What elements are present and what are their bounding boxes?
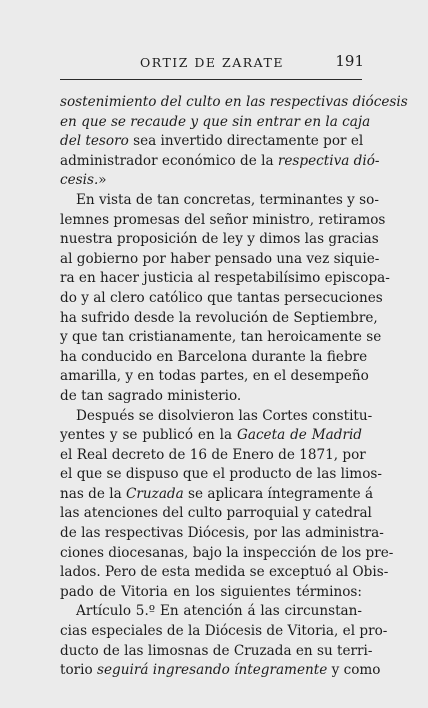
text-line (60, 113, 371, 133)
text-line (60, 230, 379, 250)
text-segment: al gobierno por haber pensado una vez siquie- (60, 250, 380, 267)
text-line (60, 583, 362, 603)
text-segment: yentes y se publicó en la (60, 427, 237, 444)
text-line (60, 328, 382, 348)
italic-text: en que se recaude y que sin entrar en la caja (60, 113, 371, 130)
text-line (60, 485, 374, 505)
text-line (60, 544, 394, 564)
text-segment: ra en hacer justicia al respetabilísimo episcopa- (60, 270, 390, 287)
italic-text: sostenimiento del culto en las respectivas diócesis (60, 94, 408, 110)
text-segment: sea invertido directamente por el (128, 133, 364, 150)
text-line (60, 622, 388, 642)
text-segment: En vista de tan concretas, terminantes y so- (76, 191, 379, 208)
text-segment: y que tan cristianamente, tan heroicamente se (60, 329, 382, 346)
text-line (60, 465, 382, 485)
text-segment: de las respectivas Diócesis, por las administra- (60, 525, 384, 542)
text-line (60, 309, 378, 329)
text-segment: ducto de las limosnas de Cruzada en su terri- (60, 642, 373, 659)
text-line (60, 504, 372, 524)
text-segment: de tan sagrado ministerio. (60, 387, 242, 404)
italic-text: Cruzada (126, 485, 184, 502)
text-line (60, 426, 362, 446)
text-segment: administrador económico de la (60, 152, 278, 169)
text-line (60, 289, 383, 309)
text-line (60, 407, 373, 427)
text-segment: y como (327, 662, 381, 679)
text-segment: » (98, 172, 107, 189)
text-line (60, 602, 362, 622)
text-line (60, 211, 386, 231)
page-number: 191 (335, 52, 364, 70)
text-segment: cias especiales de la Diócesis de Vitoria, el pro- (60, 623, 388, 640)
text-line (60, 132, 362, 152)
text-segment: amarilla, y en todas partes, en el desempeño (60, 368, 369, 385)
text-segment: pado de Vitoria en los siguientes términos: (60, 583, 362, 600)
text-line (60, 446, 366, 466)
text-segment: nuestra proposición de ley y dimos las gracias (60, 231, 379, 248)
text-segment: do y al clero católico que tantas persecuciones (60, 289, 383, 306)
page-header (60, 52, 364, 77)
text-line (60, 563, 389, 583)
text-line (60, 171, 362, 191)
italic-text: del tesoro (60, 133, 129, 150)
text-line (60, 152, 380, 172)
text-line (60, 250, 380, 270)
text-segment: ha sufrido desde la revolución de Septiembre, (60, 309, 378, 326)
text-line (60, 524, 384, 544)
text-line (60, 642, 373, 662)
text-segment: Después se disolvieron las Cortes constitu- (76, 407, 373, 424)
text-line (60, 348, 368, 368)
text-segment: se aplicara íntegramente á (183, 485, 374, 502)
text-segment: nas de la (60, 485, 126, 502)
text-segment: ciones diocesanas, bajo la inspección de los pre- (60, 544, 394, 561)
text-segment: lados. Pero de esta medida se exceptuó al Obis- (60, 564, 389, 581)
italic-text: respectiva dió- (277, 152, 380, 169)
text-line (60, 269, 390, 289)
italic-text: Gaceta de Madrid (236, 427, 362, 444)
text-line (60, 367, 369, 387)
body-text (60, 93, 408, 681)
text-segment: el que se dispuso que el producto de las limos- (60, 466, 382, 483)
text-segment: torio (60, 662, 97, 679)
text-segment: ha conducido en Barcelona durante la fiebre (60, 348, 368, 365)
text-line (60, 661, 381, 681)
text-segment: lemnes promesas del señor ministro, retiramos (60, 211, 386, 228)
italic-text: seguirá ingresando íntegramente (97, 662, 328, 679)
header-rule (60, 79, 362, 80)
text-segment: Artículo 5.º En atención á las circunstan- (76, 603, 362, 620)
text-segment: las atenciones del culto parroquial y catedral (60, 505, 372, 522)
text-line (60, 191, 379, 211)
text-segment: el Real decreto de 16 de Enero de 1871, por (60, 446, 366, 463)
text-line (60, 387, 362, 407)
running-head: ORTIZ DE ZARATE (140, 55, 284, 70)
text-line (60, 93, 408, 113)
italic-text: cesis. (60, 172, 99, 189)
